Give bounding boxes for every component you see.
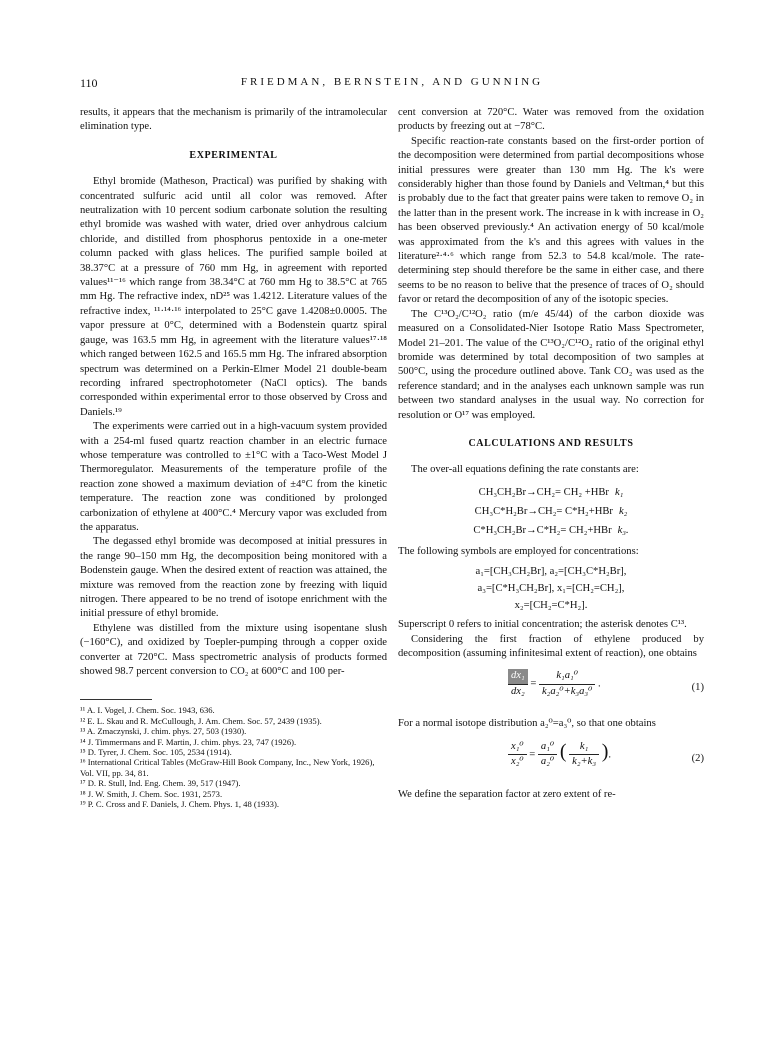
equation-number: (1) [691,682,704,694]
ethyl-bromide-paragraph: Ethyl bromide (Matheson, Practical) was purified by shaking with concentrated sulfuric acid until all color was removed. After neutralization with 10 percent sodium carbonate solution the resulting ethyl bromide was washed with water, dried over anhydrous calcium chloride, and distilled from phosphorus pentoxide in a one-meter column packed with glass helices. The purified sample boiled at 38.37°C at a pressure of 760 mm Hg, in agreement with reported values¹¹⁻¹⁶ which range from 38.34°C at 760 mm Hg to 38.5°C at 765 mm Hg. The refractive index, nD²⁵ was 1.4212. Literature values of the refractive index, ¹¹·¹⁴·¹⁶ interpolated to 25°C gave 1.4208±0.0005. The vapor pressure at 0°C, determined with a Bodenstein quartz spiral gauge, was 163.5 mm Hg, in agreement with the literature values¹⁷·¹⁸ which ranged between 162.5 and 165.5 mm Hg. The infrared absorption spectrum was determined on a Perkin-Elmer Model 21 double-beam recording infrared spectrophotometer (NaCl optics). The bands corresponded within experimental error to those observed by Cross and Daniels.¹⁹ [80,176,387,418]
footnote: ¹⁷ D. R. Stull, Ind. Eng. Chem. 39, 517 (1947). [80,778,241,789]
considering-paragraph: Considering the first fraction of ethylene produced by decomposition (assuming infinitesimal extent of reaction), one obtains [398,633,704,659]
intro-paragraph: results, it appears that the mechanism is primarily of the intramolecular elimination type. [80,107,387,133]
normal-distribution-text: For a normal isotope distribution a₂⁰=a₃⁰, so that one obtains [398,718,656,730]
page-number: 110 [80,76,98,90]
experiments-paragraph: The experiments were carried out in a high-vacuum system provided with a 254-ml fused quartz reaction chamber in an electric furnace whose temperature was controlled to ±1°C with a Taco-West Model J Thermoregulator. Measurements of the temperature profile of the reaction zone showed a maximum deviation of ±4°C from the kinetic temperature. The reaction zone was conditioned by prolonged carbonization of ethylene at 400°C.⁴ Mercury vapor was excluded from the apparatus. [80,421,387,533]
footnote: ¹² E. L. Skau and R. McCullough, J. Am. Chem. Soc. 57, 2439 (1935). [80,715,322,726]
symbols-text: The following symbols are employed for concentrations: [398,545,639,557]
footnote: ¹³ A. Zmaczynski, J. chim. phys. 27, 503 (1930). [80,726,247,737]
equation-2: $\frac{\text{x₁⁰}}{\text{x₂⁰}}$ = $\frac{\text{a₁⁰}}{\text{a₂⁰}}$ ( $\frac{\text{k₁}}{\text{k₂+k₃}}$ ). (2) [398,740,704,780]
equation-number: (2) [691,752,704,764]
ethylene-paragraph: Ethylene was distilled from the mixture using isopentane slush (−160°C), and oxidized by Toepler-pumping through a copper oxide converter at 720°C. Mass spectrometric analysis of products formed showed 98.7 percent conversion to CO₂ at 600°C and 100 per- [80,622,387,678]
footnotes [80,705,387,809]
continued-paragraph: cent conversion at 720°C. Water was removed from the oxidation products by freezing out at −78°C. [398,107,704,133]
rate-constants-paragraph: Specific reaction-rate constants based on the first-order portion of the decomposition were determined from partial decompositions whose initial pressures were greater than 130 mm Hg. The k's were considerably higher than those found by Daniels and Veltman,⁴ but this is probably due to the fact that greater pains were taken to remove O₂ in the latter than in the present work. The increase in k with increase in O₂ has been observed previously.⁴ An activation energy of 50 kcal/mole was approximated from the k's and this agrees with values in the literature²·⁴·⁶ which range from 52.3 to 54.8 kcal/mole. The rate-determining step should therefore be the same in either case, and there seems to be no reason to belive that the presence of traces of O₂ should favor or retard the decomposition of any of the isotopic species. [398,135,704,306]
running-head: FRIEDMAN, BERNSTEIN, AND GUNNING [240,76,544,88]
footnote: ¹⁸ J. W. Smith, J. Chem. Soc. 1931, 2573. [80,788,223,799]
degassed-paragraph: The degassed ethyl bromide was decomposed at initial pressures in the range 90–150 mm Hg, the decomposition being monitored with a Bodenstein gauge. When the desired extent of reaction was attained, the mixture was removed from the reaction zone by freezing with liquid nitrogen. There appeared to be no trend of isotope enrichment with the initial pressure of ethyl bromide. [80,536,387,620]
isotope-ratio-paragraph: The C¹³O₂/C¹²O₂ ratio (m/e 45/44) of the carbon dioxide was measured on a Consolidated-Nier Isotope Ratio Mass Spectrometer, Model 21–201. The value of the C¹³O₂/C¹²O₂ ratio of the original ethyl bromide was determined by total decomposition of two samples at 500°C, using the procedure outlined above. Tank CO₂ was used as the reference standard; and in the analyses each unknown sample was run between two standard analyses in the usual way. No correction for resolution or O¹⁷ was employed. [398,308,704,421]
section-heading-experimental: EXPERIMENTAL [189,149,278,161]
reaction-equation: CH₃C*H₂Br→CH₂= C*H₂+HBr k₂ [474,505,628,517]
reaction-equation: CH₃CH₂Br→CH₂= CH₂ +HBr k₁ [478,486,624,498]
page-header [80,76,704,94]
reaction-equation: C*H₃CH₂Br→C*H₂= CH₂+HBr k₃. [473,524,629,536]
footnote: ¹⁴ J. Timmermans and F. Martin, J. chim. phys. 23, 747 (1926). [80,736,297,747]
right-column [398,106,704,802]
footnote: ¹⁹ P. C. Cross and F. Daniels, J. Chem. Phys. 1, 48 (1933). [80,799,279,810]
left-column [80,106,387,810]
superscript-note: Superscript 0 refers to initial concentration; the asterisk denotes C¹³. [398,619,687,631]
section-heading-calculations: CALCULATIONS AND RESULTS [468,437,634,449]
overall-equations-text: The over-all equations defining the rate constants are: [411,464,639,476]
footnote: ¹⁵ D. Tyrer, J. Chem. Soc. 105, 2534 (1914). [80,747,232,758]
reaction-equations [398,484,704,539]
symbol-definitions: a₁=[CH₃CH₂Br], a₂=[CH₃C*H₂Br], a₃=[C*H₃CH₂Br], x₁=[CH₂=CH₂], x₂=[CH₂=C*H₂]. [475,566,627,612]
footnote: ¹¹ A. I. Vogel, J. Chem. Soc. 1943, 636. [80,705,215,716]
footnote: ¹⁶ International Critical Tables (McGraw-Hill Book Company, Inc., New York, 1926), Vol. VII, pp. 34, 81. [80,757,375,778]
equation-1: $\frac{\text{dx₁}}{\text{dx₂}}$ = $\frac{\text{k₁a₁⁰}}{\text{k₂a₂⁰+k₃a₃⁰}}$ . (1) [398,669,704,709]
footnote-rule [80,699,152,700]
separation-factor-text: We define the separation factor at zero extent of re- [398,788,616,800]
